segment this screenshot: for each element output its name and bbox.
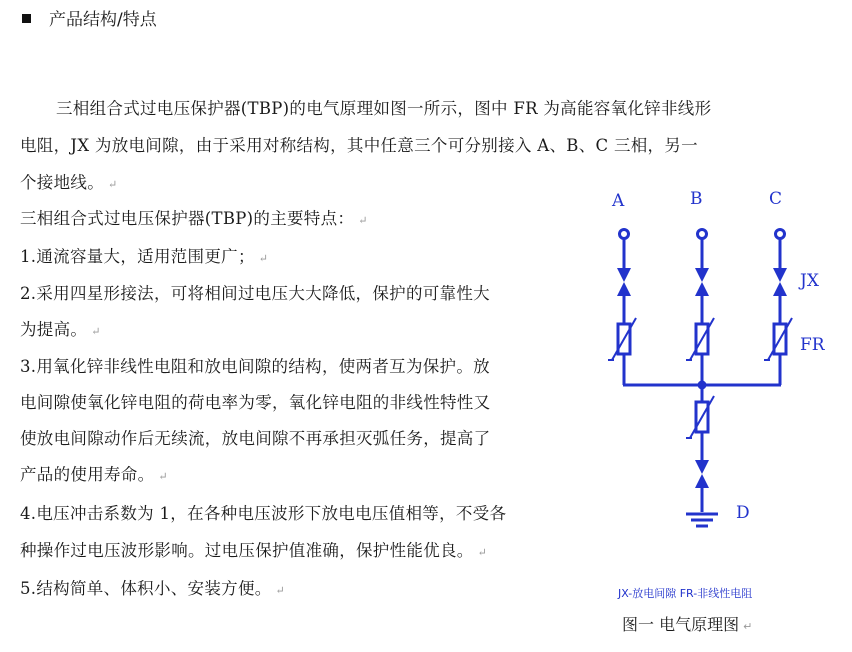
label-b: B: [690, 189, 703, 209]
heading-text: 产品结构/特点: [49, 10, 157, 30]
feature-line: 2.采用四星形接法，可将相间过电压大大降低，保护的可靠性大: [20, 284, 490, 303]
paragraph-mark: ↵: [91, 325, 101, 338]
feature-line: 电间隙使氧化锌电阻的荷电率为零，氧化锌电阻的非线性特性又: [20, 393, 491, 412]
paragraph-mark: ↵: [358, 214, 368, 227]
terminal-b-icon: [698, 230, 707, 239]
figure-caption-text: 图一 电气原理图: [622, 615, 740, 634]
paragraph-mark: ↵: [258, 252, 269, 265]
feature-line: 使放电间隙动作后无续流，放电间隙不再承担灭弧任务，提高了: [20, 429, 491, 448]
intro-line-3-text: 个接地线。: [20, 173, 104, 192]
features-title: [20, 202, 368, 238]
section-heading: [22, 8, 157, 32]
gap-d-icon: [695, 474, 709, 488]
square-bullet-icon: [22, 14, 31, 23]
label-d: D: [736, 503, 750, 523]
intro-line-2: 电阻，JX 为放电间隙，由于采用对称结构，其中任意三个可分别接入 A、B、C 三相，另一: [20, 136, 698, 155]
intro-line-3: [20, 166, 118, 202]
terminal-c-icon: [776, 230, 785, 239]
feature-line-text: 为提高。: [20, 320, 88, 339]
label-fr: FR: [800, 335, 825, 355]
ground-icon: [686, 514, 718, 526]
label-c: C: [769, 189, 783, 209]
gap-a-icon: [617, 282, 631, 296]
intro-line-1: 三相组合式过电压保护器(TBP)的电气原理如图一所示，图中 FR 为高能容氧化锌非线形: [56, 99, 712, 118]
paragraph-mark: ↵: [477, 546, 488, 559]
figure-legend: JX-放电间隙 FR-非线性电阻: [618, 587, 753, 600]
feature-line-text: 产品的使用寿命。: [20, 465, 155, 484]
feature-line: [20, 313, 101, 349]
feature-line-text: 1.通流容量大，适用范围更广；: [20, 247, 255, 266]
label-a: A: [612, 191, 625, 211]
paragraph-mark: ↵: [158, 470, 168, 483]
feature-line: [20, 534, 487, 570]
gap-c-icon: [773, 282, 787, 296]
paragraph-mark: ↵: [743, 620, 753, 633]
feature-line-text: 种操作过电压波形影响。过电压保护值准确，保护性能优良。: [20, 541, 474, 560]
terminal-a-icon: [620, 230, 629, 239]
feature-line: [20, 240, 268, 276]
circuit-diagram: [590, 178, 850, 578]
feature-line-text: 5.结构简单、体积小、安装方便。: [20, 579, 272, 598]
paragraph-mark: ↵: [275, 584, 286, 597]
paragraph-mark: ↵: [108, 178, 118, 191]
feature-line: [20, 572, 285, 608]
feature-line: [20, 458, 168, 494]
label-jx: JX: [800, 271, 819, 291]
features-title-text: 三相组合式过电压保护器(TBP)的主要特点：: [20, 209, 355, 228]
gap-b-icon: [695, 282, 709, 296]
feature-line: 3.用氧化锌非线性电阻和放电间隙的结构，使两者互为保护。放: [20, 357, 490, 376]
feature-line: 4.电压冲击系数为 1，在各种电压波形下放电电压值相等，不受各: [20, 504, 507, 523]
figure-caption: [622, 612, 752, 635]
